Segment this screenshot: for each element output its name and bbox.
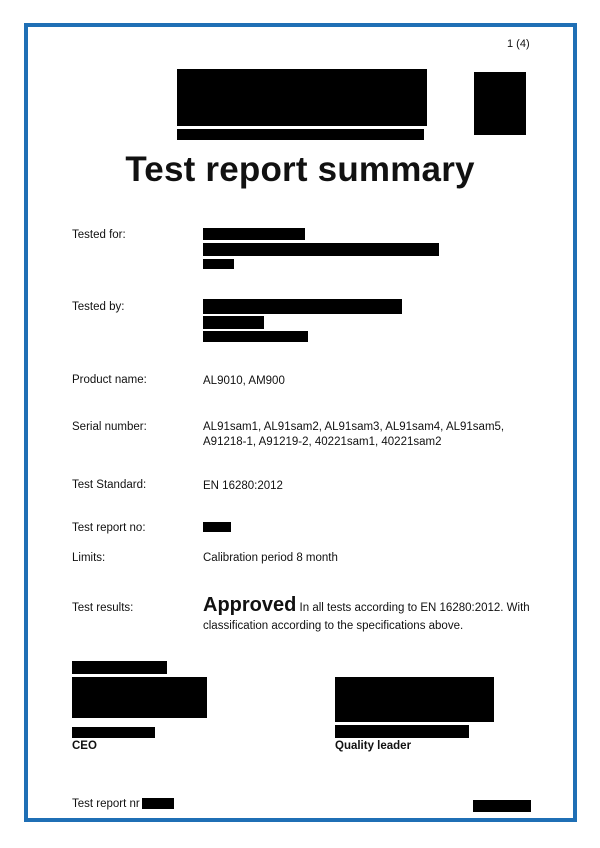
redacted-tested-by-name [203, 299, 402, 314]
product-name-label: Product name: [72, 374, 147, 386]
test-standard-label: Test Standard: [72, 479, 147, 491]
redacted-ceo-name [72, 727, 155, 738]
tested-by-label: Tested by: [72, 301, 125, 313]
redacted-test-report-no [203, 522, 231, 532]
test-report-no-label: Test report no: [72, 522, 146, 534]
redacted-footer-report-nr [142, 798, 174, 809]
redacted-quality-leader-signature [335, 677, 494, 722]
limits-value: Calibration period 8 month [203, 552, 338, 564]
redacted-ceo-header [72, 661, 167, 674]
redacted-tested-by-address [203, 316, 264, 329]
redacted-logo [474, 72, 526, 135]
redacted-company-name [177, 69, 427, 126]
footer-report-nr-label: Test report nr [72, 798, 140, 810]
tested-for-label: Tested for: [72, 229, 126, 241]
serial-number-label: Serial number: [72, 421, 147, 433]
ceo-title: CEO [72, 740, 97, 752]
redacted-footer-right [473, 800, 531, 812]
limits-label: Limits: [72, 552, 106, 564]
test-results-line-2: classification according to the specifications above. [203, 620, 464, 632]
serial-number-line-2: A91218-1, A91219-2, 40221sam1, 40221sam2 [203, 436, 442, 448]
test-standard-value: EN 16280:2012 [203, 480, 283, 492]
quality-leader-title: Quality leader [335, 740, 412, 752]
redacted-tested-for-city [203, 259, 234, 269]
test-results-text-1: In all tests according to EN 16280:2012. With [296, 602, 530, 614]
redacted-tested-by-city [203, 331, 308, 342]
redacted-ceo-signature [72, 677, 207, 718]
page-number: 1 (4) [507, 38, 530, 50]
serial-number-line-1: AL91sam1, AL91sam2, AL91sam3, AL91sam4, AL91sam5, [203, 421, 505, 433]
page-title: Test report summary [125, 150, 475, 189]
redacted-company-subtitle [177, 129, 424, 140]
approved-status: Approved [203, 594, 297, 616]
product-name-value: AL9010, AM900 [203, 375, 285, 387]
test-results-line-1 [203, 594, 543, 619]
test-results-label: Test results: [72, 602, 134, 614]
redacted-tested-for-address [203, 243, 439, 256]
redacted-tested-for-name [203, 228, 305, 240]
redacted-quality-leader-name [335, 725, 469, 738]
